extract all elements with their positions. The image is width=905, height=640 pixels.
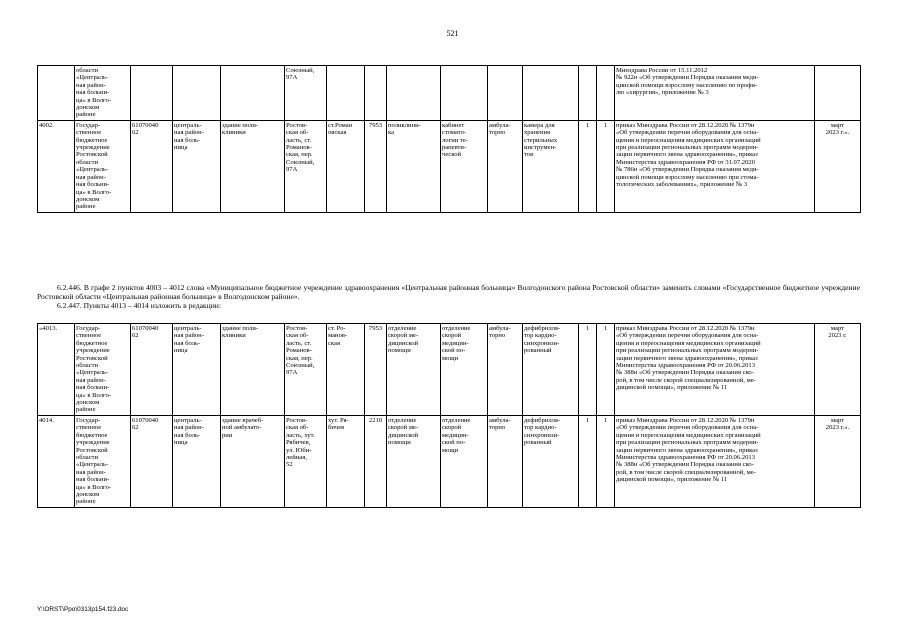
table-cell: 1 bbox=[597, 324, 615, 416]
table-cell: 61070040 62 bbox=[131, 120, 173, 212]
table-cell: амбула- торно bbox=[488, 415, 523, 507]
table-cell: 7953 bbox=[365, 120, 387, 212]
table-cell bbox=[815, 66, 861, 121]
table-cell: отделение скорой ме- дицинской помощи bbox=[387, 415, 441, 507]
table-cell: 61070040 62 bbox=[131, 415, 173, 507]
amendment-paragraph-447: 6.2.447. Пункты 4013 – 4014 изложить в редакции: bbox=[57, 301, 221, 310]
table-cell: отделение скорой медицин- ской по- мощи bbox=[441, 324, 488, 416]
table-cell: ст. Ро- манов- ская bbox=[327, 324, 365, 416]
table-cell bbox=[38, 66, 75, 121]
table-cell: амбула- торно bbox=[488, 120, 523, 212]
table-cell: централь- ная район- ная боль- ница bbox=[173, 324, 221, 416]
table-cell: март 2023 г.». bbox=[815, 415, 861, 507]
table-cell: 1 bbox=[597, 120, 615, 212]
table-cell bbox=[523, 66, 579, 121]
table-row bbox=[38, 120, 861, 212]
table-cell bbox=[387, 66, 441, 121]
table-cell: ст.Роман овская bbox=[327, 120, 365, 212]
table-continuation bbox=[37, 65, 861, 213]
table-cell: 7953 bbox=[365, 324, 387, 416]
table-cell: области «Централь- ная район- ная больни- ца» в Волго- донском районе bbox=[75, 66, 131, 121]
table-cell: 1 bbox=[579, 324, 597, 416]
table-cell: отделение скорой медицин- ской по- мощи bbox=[441, 415, 488, 507]
table-cell: 2210 bbox=[365, 415, 387, 507]
table-cell: 4002. bbox=[38, 120, 75, 212]
table-cell bbox=[131, 66, 173, 121]
table-cell: приказ Минздрава России от 28.12.2020 № 1379н «Об утверждении перечня оборудования для осна- щения и переоснащения медицинских организаций при реализации региональных программ модерни- зации первичного звена здравоохранения», приказ Министерства здравоохранения РФ от 20.06.2013 № 388н «Об утверждении Порядка оказания ско- рой, в том числе скорой специализированной, ме- дицинской помощи», приложение № 11 bbox=[615, 415, 815, 507]
table-cell bbox=[441, 66, 488, 121]
table-new-items bbox=[37, 323, 861, 508]
table-cell: дефибрилля- тор кардио- синхронизи- рованный bbox=[523, 324, 579, 416]
table-cell bbox=[327, 66, 365, 121]
table-cell: дефибрилля- тор кардио- синхронизи- рованный bbox=[523, 415, 579, 507]
table-cell: 1 bbox=[597, 415, 615, 507]
table-cell: Государ- ственное бюджетное учреждение Ростовской области «Централь- ная район- ная больни- ца» в Волго- донском районе bbox=[75, 120, 131, 212]
table-cell: хут. Ря- бичев bbox=[327, 415, 365, 507]
table-cell: здание поли- клиники bbox=[221, 324, 285, 416]
table-cell: Ростов- ская об- ласть, ст. Романов- ская, пер. Союзный, 97А bbox=[285, 324, 327, 416]
table-cell bbox=[597, 66, 615, 121]
table-cell: 61070040 62 bbox=[131, 324, 173, 416]
table-cell bbox=[221, 66, 285, 121]
table-cell bbox=[173, 66, 221, 121]
table-cell: здание врачеб- ной амбулато- рии bbox=[221, 415, 285, 507]
page-number: 521 bbox=[446, 29, 459, 38]
table-cell: «4013. bbox=[38, 324, 75, 416]
amendment-paragraph-446: 6.2.446. В графе 2 пунктов 4003 – 4012 слова «Муниципальное бюджетное учреждение здравоохранения «Центральная районная больница» Волгодонского района Ростовской области» заменить словами «Государственное бюджетное учреждение Ростовской области «Центральная районная больница» в Волгодонском районе». bbox=[37, 283, 860, 302]
table-cell: централь- ная район- ная боль- ница bbox=[173, 120, 221, 212]
table-cell bbox=[365, 66, 387, 121]
table-cell: камера для хранения стерильных инструмен- тов bbox=[523, 120, 579, 212]
table-cell: Ростов- ская об- ласть, ст. Романов- ская, пер. Союзный, 97А bbox=[285, 120, 327, 212]
table-cell: март 2023 г.». bbox=[815, 120, 861, 212]
table-cell: 1 bbox=[579, 120, 597, 212]
table-cell: отделение скорой ме- дицинской помощи bbox=[387, 324, 441, 416]
table-cell: амбула- торно bbox=[488, 324, 523, 416]
table-cell bbox=[488, 66, 523, 121]
table-cell: 1 bbox=[579, 415, 597, 507]
table-cell: Государ- ственное бюджетное учреждение Ростовской области «Централь- ная район- ная больни- ца» в Волго- донском районе bbox=[75, 324, 131, 416]
table-cell: приказ Минздрава России от 28.12.2020 № 1379н «Об утверждении перечня оборудования для осна- щения и переоснащения медицинских организаций при реализации региональных программ модерни- зации первичного звена здравоохранения», приказ Министерства здравоохранения РФ от 20.06.2013 № 388н «Об утверждении Порядка оказания ско- рой, в том числе скорой специализированной, ме- дицинской помощи», приложение № 11 bbox=[615, 324, 815, 416]
table-cell: кабинет стомато- логии те- рапевти- ческой bbox=[441, 120, 488, 212]
table-cell: Ростов- ская об- ласть, хут. Рябичев, ул. Юби- лейная, 52 bbox=[285, 415, 327, 507]
table-cell: 4014. bbox=[38, 415, 75, 507]
table-cell: здание поли- клиники bbox=[221, 120, 285, 212]
table-cell: поликлини- ка bbox=[387, 120, 441, 212]
table-cell bbox=[579, 66, 597, 121]
table-cell: Союзный, 97А bbox=[285, 66, 327, 121]
table-row bbox=[38, 324, 861, 416]
table-row bbox=[38, 66, 861, 121]
table-row bbox=[38, 415, 861, 507]
table-cell: приказ Минздрава России от 28.12.2020 № 1379н «Об утверждении перечня оборудования для осна- щения и переоснащения медицинских организаций при реализации региональных программ модерни- зации первичного звена здравоохранения», приказ Министерства здравоохранения РФ от 31.07.2020 № 786н «Об утверждении Порядка оказания меди- цинской помощи взрослому населению при стома- тологических заболеваниях», приложение № 3 bbox=[615, 120, 815, 212]
table-cell: март 2023 г. bbox=[815, 324, 861, 416]
file-path-footer: Y:\ORST\Ppo\0313p154.f23.doc bbox=[37, 606, 129, 613]
table-cell: централь- ная район- ная боль- ница bbox=[173, 415, 221, 507]
table-cell: Минздрава России от 15.11.2012 № 922н «Об утверждении Порядка оказания меди- цинской помощи взрослому населению по профи- лю «хирургия», приложение № 3 bbox=[615, 66, 815, 121]
table-cell: Государ- ственное бюджетное учреждение Ростовской области «Централь- ная район- ная больни- ца» в Волго- донском районе bbox=[75, 415, 131, 507]
